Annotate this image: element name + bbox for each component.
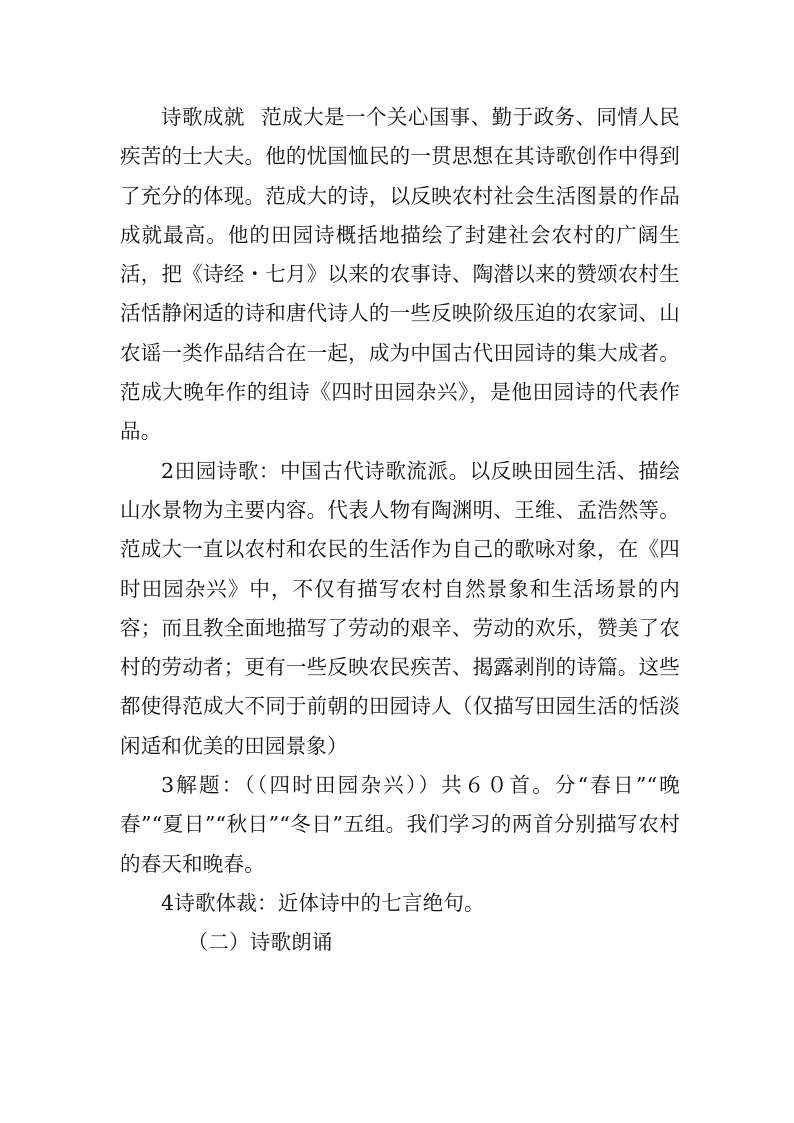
document-body: [120, 98, 680, 963]
paragraph-text: 范成大是一个关心国事、勤于政务、同情人民疾苦的士大夫。他的忧国恤民的一贯思想在其诗歌创作中得到了充分的体现。范成大的诗，以反映农村社会生活图景的作品成就最高。他的田园诗概括地描绘了封建社会农村的广阔生活，把《诗经・七月》以来的农事诗、陶潜以来的赞颂农村生活恬静闲适的诗和唐代诗人的一些反映阶级压迫的农家词、山农谣一类作品结合在一起，成为中国古代田园诗的集大成者。范成大晚年作的组诗《四时田园杂兴》，是他田园诗的代表作品。: [120, 105, 680, 444]
paragraph-poetry-genre: 4诗歌体裁：近体诗中的七言绝句。: [161, 890, 485, 915]
paragraph-title-explanation: 3解题：（（四时田园杂兴））共６０首。分“春日”“晚春”“夏日”“秋日”“冬日”五组。我们学习的两首分别描写农村的春天和晚春。: [120, 773, 680, 876]
paragraph-pastoral-poetry: 2田园诗歌：中国古代诗歌流派。以反映田园生活、描绘山水景物为主要内容。代表人物有陶渊明、王维、孟浩然等。范成大一直以农村和农民的生活作为自己的歌咏对象，在《四时田园杂兴》中，不仅有描写农村自然景象和生活场景的内容；而且教全面地描写了劳动的艰辛、劳动的欢乐，赞美了农村的劳动者；更有一些反映农民疾苦、揭露剥削的诗篇。这些都使得范成大不同于前朝的田园诗人（仅描写田园生活的恬淡闲适和优美的田园景象）: [120, 458, 680, 758]
paragraph-heading: 诗歌成就: [161, 105, 245, 129]
section-heading-poetry-recitation: （二）诗歌朗诵: [187, 930, 333, 955]
paragraph-poetry-achievement: [120, 98, 680, 452]
